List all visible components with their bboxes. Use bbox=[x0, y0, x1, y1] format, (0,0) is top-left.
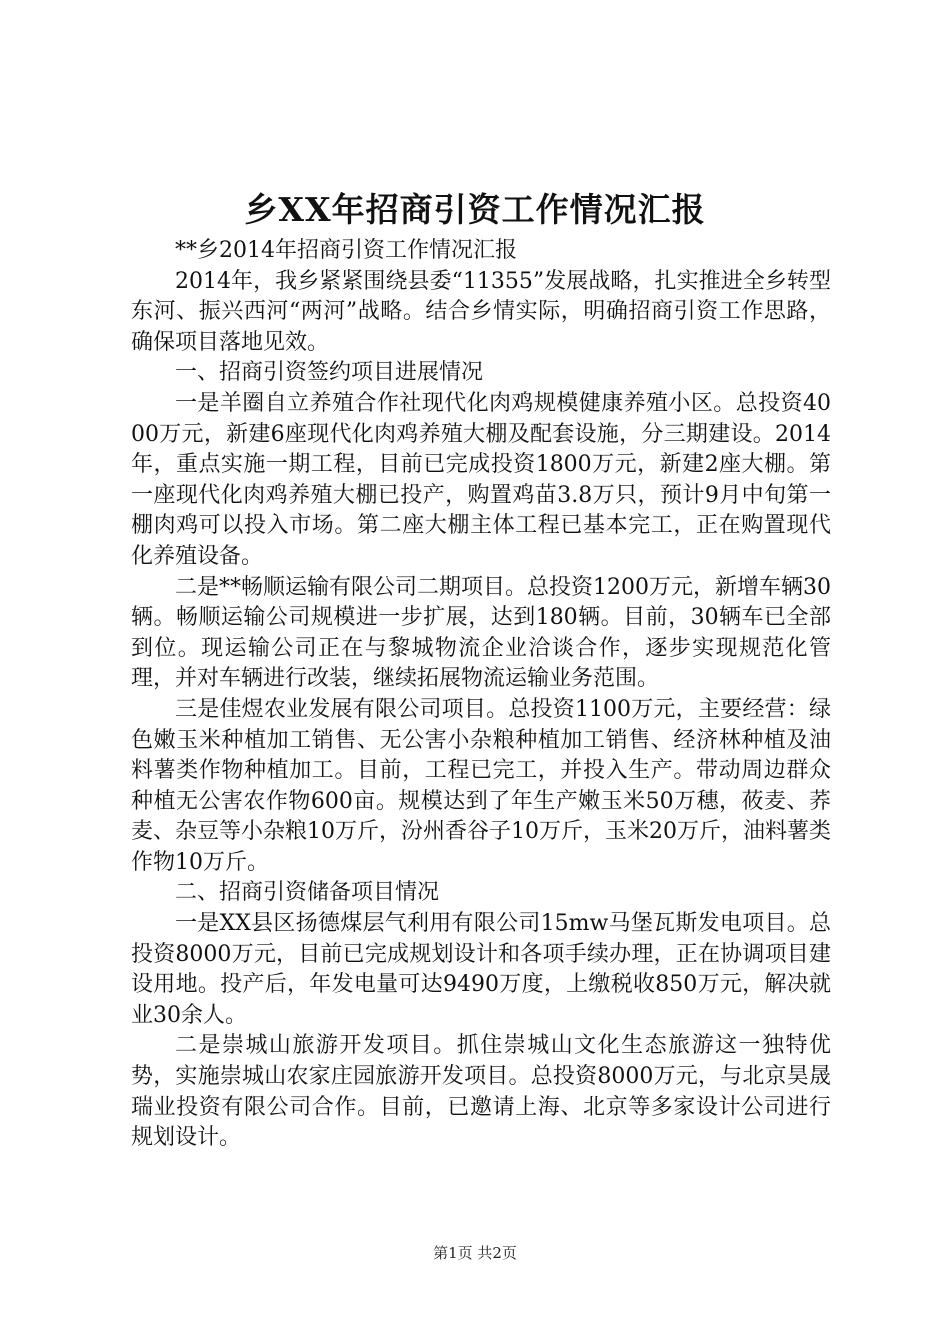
report-subtitle: **乡2014年招商引资工作情况汇报 bbox=[175, 238, 517, 263]
intro-paragraph: 2014年，我乡紧紧围绕县委“11355”发展战略，扎实推进全乡转型东河、振兴西河“两河”战略。结合乡情实际，明确招商引资工作思路，确保项目落地见效。 bbox=[131, 268, 831, 355]
document-title: 乡XX年招商引资工作情况汇报 bbox=[244, 190, 706, 229]
paragraph-project-2: 二是**畅顺运输有限公司二期项目。总投资1200万元，新增车辆30辆。畅顺运输公司规模进一步扩展，达到180辆。目前，30辆车已全部到位。现运输公司正在与黎城物流企业洽谈合作，逐步实现规范化管理，并对车辆进行改装，继续拓展物流运输业务范围。 bbox=[131, 574, 831, 692]
paragraph-reserve-project-2: 二是崇城山旅游开发项目。抓住崇城山文化生态旅游这一独特优势，实施崇城山农家庄园旅游开发项目。总投资8000万元，与北京昊晟瑞业投资有限公司合作。目前，已邀请上海、北京等多家设计公司进行规划设计。 bbox=[131, 1033, 831, 1151]
section-heading-signed-projects: 一、招商引资签约项目进展情况 bbox=[175, 360, 484, 386]
paragraph-reserve-project-1: 一是XX县区扬德煤层气利用有限公司15mw马堡瓦斯发电项目。总投资8000万元，目前已完成规划设计和各项手续办理，正在协调项目建设用地。投产后，年发电量可达9490万度，上缴税收850万元，解决就业30余人。 bbox=[131, 911, 831, 1028]
section-heading-reserve-projects: 二、招商引资储备项目情况 bbox=[175, 880, 440, 906]
document-body bbox=[131, 236, 831, 1154]
paragraph-project-3: 三是佳煜农业发展有限公司项目。总投资1100万元，主要经营：绿色嫩玉米种植加工销售、无公害小杂粮种植加工销售、经济林种植及油料薯类作物种植加工。目前，工程已完工，并投入生产。带动周边群众种植无公害农作物600亩。规模达到了年生产嫩玉米50万穗，莜麦、荞麦、杂豆等小杂粮10万斤，汾州香谷子10万斤，玉米20万斤，油料薯类作物10万斤。 bbox=[131, 696, 831, 875]
paragraph-project-1: 一是羊圈自立养殖合作社现代化肉鸡规模健康养殖小区。总投资4000万元，新建6座现代化肉鸡养殖大棚及配套设施，分三期建设。2014年，重点实施一期工程，目前已完成投资1800万元，新建2座大棚。第一座现代化肉鸡养殖大棚已投产，购置鸡苗3.8万只，预计9月中旬第一棚肉鸡可以投入市场。第二座大棚主体工程已基本完工，正在购置现代化养殖设备。 bbox=[131, 390, 831, 569]
page-footer: 第1页 共2页 bbox=[433, 1244, 517, 1262]
